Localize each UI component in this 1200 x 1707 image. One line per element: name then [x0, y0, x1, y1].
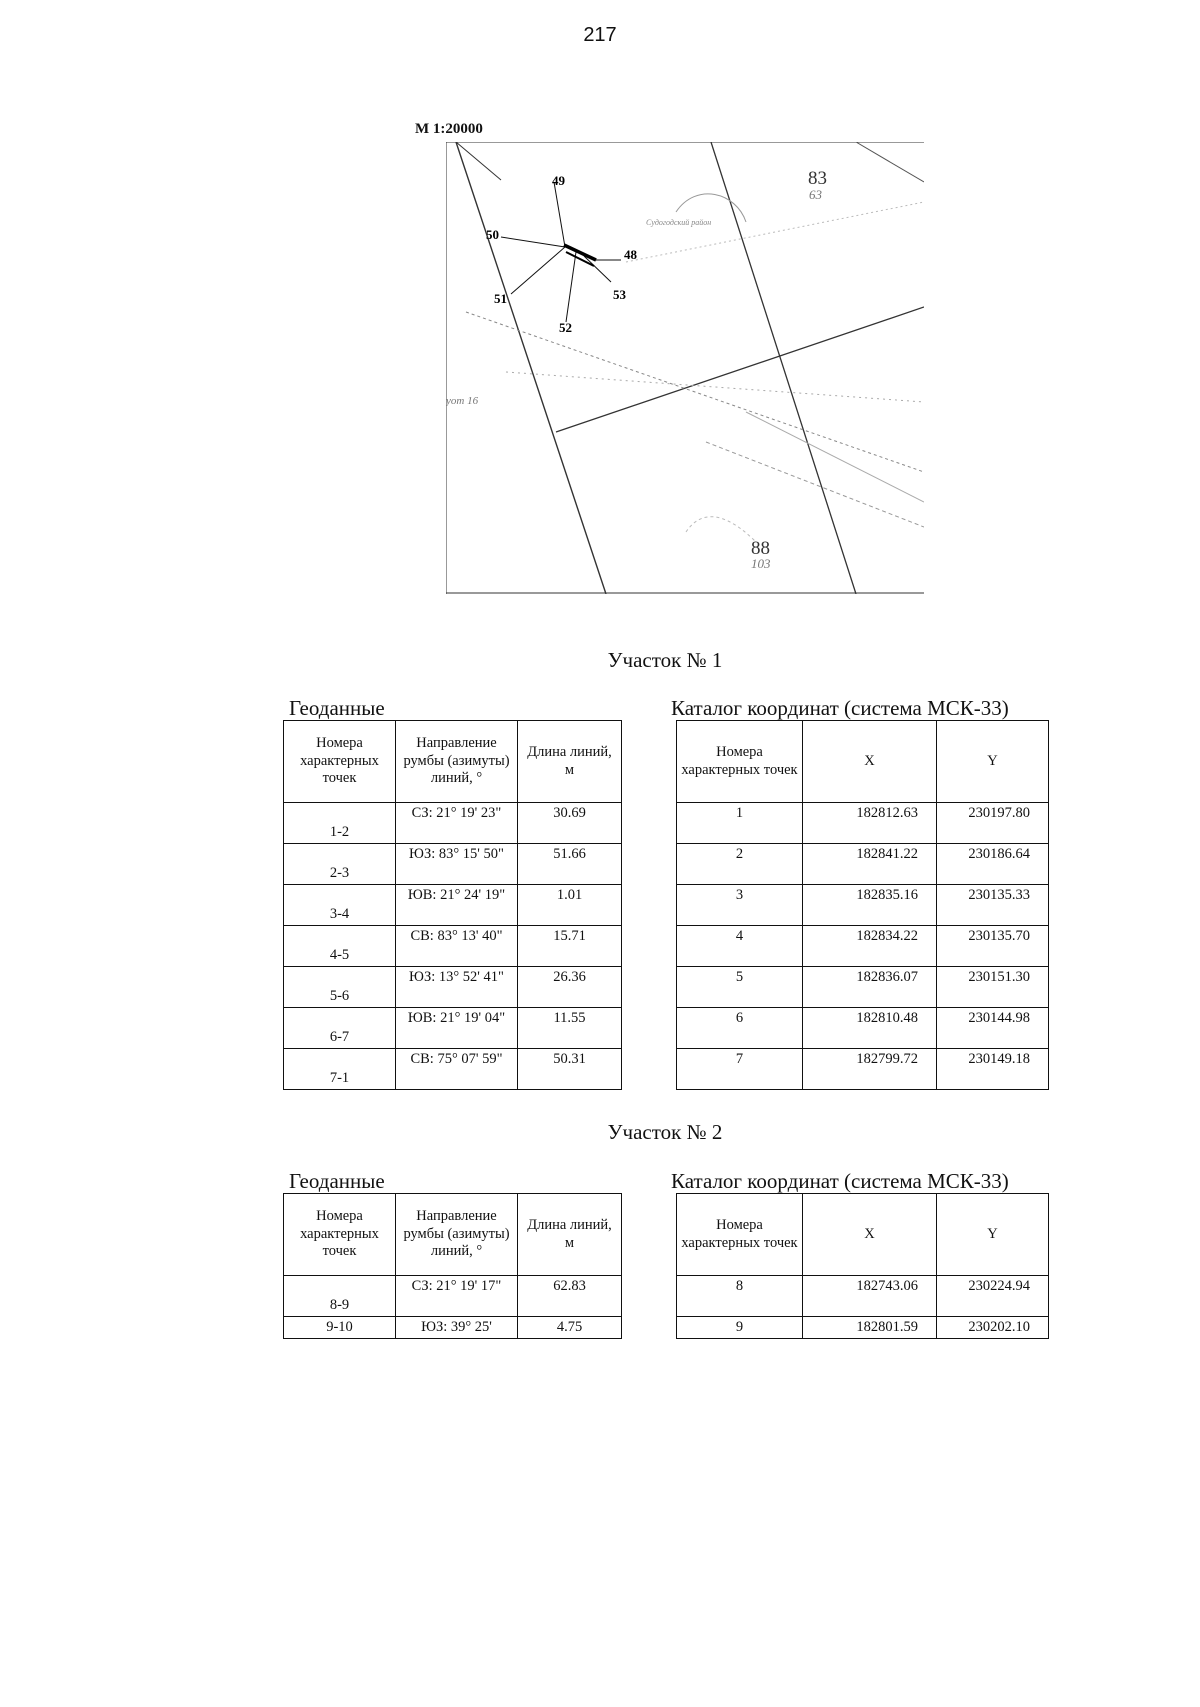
catalog-caption: Каталог координат (система МСК-33) [671, 1169, 1009, 1193]
direction-cell: ЮЗ: 83° 15' 50" [396, 844, 518, 885]
section-title: Участок № 1 [607, 648, 723, 672]
geodata-caption: Геоданные [289, 696, 385, 720]
header-points: Номера характерных точек [677, 1194, 803, 1276]
points-cell: 1-2 [284, 803, 396, 844]
points-cell: 4-5 [284, 926, 396, 967]
point-cell: 1 [677, 803, 803, 844]
map-point-label: 51 [494, 291, 507, 306]
length-cell: 26.36 [518, 967, 622, 1008]
header-length: Длина линий, м [518, 1194, 622, 1276]
geodata-table [283, 1193, 622, 1339]
table-row [284, 1008, 622, 1049]
table-row [284, 803, 622, 844]
y-cell: 230224.94 [937, 1276, 1049, 1317]
x-cell: 182799.72 [803, 1049, 937, 1090]
y-cell: 230135.70 [937, 926, 1049, 967]
parcel-number: 83 [808, 168, 827, 189]
table-row [284, 1317, 622, 1339]
map-side-text: уот 16 [446, 395, 479, 407]
table-row [677, 1008, 1049, 1049]
points-cell: 7-1 [284, 1049, 396, 1090]
table-row [284, 844, 622, 885]
table-row [677, 1276, 1049, 1317]
parcel-area: 63 [809, 187, 822, 202]
table-row [677, 926, 1049, 967]
table-row [284, 1049, 622, 1090]
length-cell: 50.31 [518, 1049, 622, 1090]
parcel-area: 103 [751, 556, 771, 571]
x-cell: 182801.59 [803, 1317, 937, 1339]
x-cell: 182810.48 [803, 1008, 937, 1049]
length-cell: 4.75 [518, 1317, 622, 1339]
x-cell: 182834.22 [803, 926, 937, 967]
geodata-table [283, 720, 622, 1090]
points-cell: 6-7 [284, 1008, 396, 1049]
length-cell: 62.83 [518, 1276, 622, 1317]
header-length: Длина линий, м [518, 721, 622, 803]
table-row [677, 803, 1049, 844]
point-cell: 4 [677, 926, 803, 967]
length-cell: 15.71 [518, 926, 622, 967]
point-cell: 5 [677, 967, 803, 1008]
map-point-label: 52 [559, 320, 572, 335]
point-cell: 6 [677, 1008, 803, 1049]
points-cell: 2-3 [284, 844, 396, 885]
cadastral-map [446, 142, 924, 594]
direction-cell: СВ: 83° 13' 40" [396, 926, 518, 967]
table-row [284, 885, 622, 926]
parcel-number: 88 [751, 538, 770, 559]
length-cell: 30.69 [518, 803, 622, 844]
header-points: Номера характерных точек [677, 721, 803, 803]
map-point-label: 53 [613, 287, 626, 302]
table-row [677, 1049, 1049, 1090]
direction-cell: СЗ: 21° 19' 23" [396, 803, 518, 844]
direction-cell: ЮЗ: 13° 52' 41" [396, 967, 518, 1008]
header-direction: Направление румбы (азимуты) линий, ° [396, 721, 518, 803]
direction-cell: СЗ: 21° 19' 17" [396, 1276, 518, 1317]
x-cell: 182841.22 [803, 844, 937, 885]
header-direction: Направление румбы (азимуты) линий, ° [396, 1194, 518, 1276]
y-cell: 230197.80 [937, 803, 1049, 844]
y-cell: 230144.98 [937, 1008, 1049, 1049]
points-cell: 9-10 [284, 1317, 396, 1339]
x-cell: 182743.06 [803, 1276, 937, 1317]
point-cell: 2 [677, 844, 803, 885]
table-row [284, 926, 622, 967]
header-y: Y [937, 721, 1049, 803]
length-cell: 1.01 [518, 885, 622, 926]
header-x: X [803, 1194, 937, 1276]
x-cell: 182812.63 [803, 803, 937, 844]
map-district-text: Судогодский район [646, 218, 712, 227]
points-cell: 3-4 [284, 885, 396, 926]
header-y: Y [937, 1194, 1049, 1276]
catalog-caption: Каталог координат (система МСК-33) [671, 696, 1009, 720]
header-points: Номера характерных точек [284, 721, 396, 803]
header-x: X [803, 721, 937, 803]
y-cell: 230186.64 [937, 844, 1049, 885]
point-cell: 7 [677, 1049, 803, 1090]
table-row [677, 1317, 1049, 1339]
direction-cell: ЮЗ: 39° 25' [396, 1317, 518, 1339]
section-title: Участок № 2 [607, 1120, 723, 1144]
point-cell: 9 [677, 1317, 803, 1339]
page-number: 217 [583, 24, 617, 46]
points-cell: 5-6 [284, 967, 396, 1008]
geodata-caption: Геоданные [289, 1169, 385, 1193]
y-cell: 230202.10 [937, 1317, 1049, 1339]
x-cell: 182835.16 [803, 885, 937, 926]
point-cell: 3 [677, 885, 803, 926]
y-cell: 230149.18 [937, 1049, 1049, 1090]
x-cell: 182836.07 [803, 967, 937, 1008]
map-scale: М 1:20000 [415, 121, 483, 137]
map-point-label: 50 [486, 227, 499, 242]
map-point-label: 49 [552, 173, 565, 188]
direction-cell: ЮВ: 21° 19' 04" [396, 1008, 518, 1049]
y-cell: 230151.30 [937, 967, 1049, 1008]
point-cell: 8 [677, 1276, 803, 1317]
direction-cell: ЮВ: 21° 24' 19" [396, 885, 518, 926]
map-point-label: 48 [624, 247, 637, 262]
table-row [677, 844, 1049, 885]
length-cell: 51.66 [518, 844, 622, 885]
table-row [284, 1276, 622, 1317]
coordinates-table [676, 1193, 1049, 1339]
table-row [677, 885, 1049, 926]
coordinates-table [676, 720, 1049, 1090]
table-row [677, 967, 1049, 1008]
header-points: Номера характерных точек [284, 1194, 396, 1276]
points-cell: 8-9 [284, 1276, 396, 1317]
length-cell: 11.55 [518, 1008, 622, 1049]
y-cell: 230135.33 [937, 885, 1049, 926]
direction-cell: СВ: 75° 07' 59" [396, 1049, 518, 1090]
table-row [284, 967, 622, 1008]
